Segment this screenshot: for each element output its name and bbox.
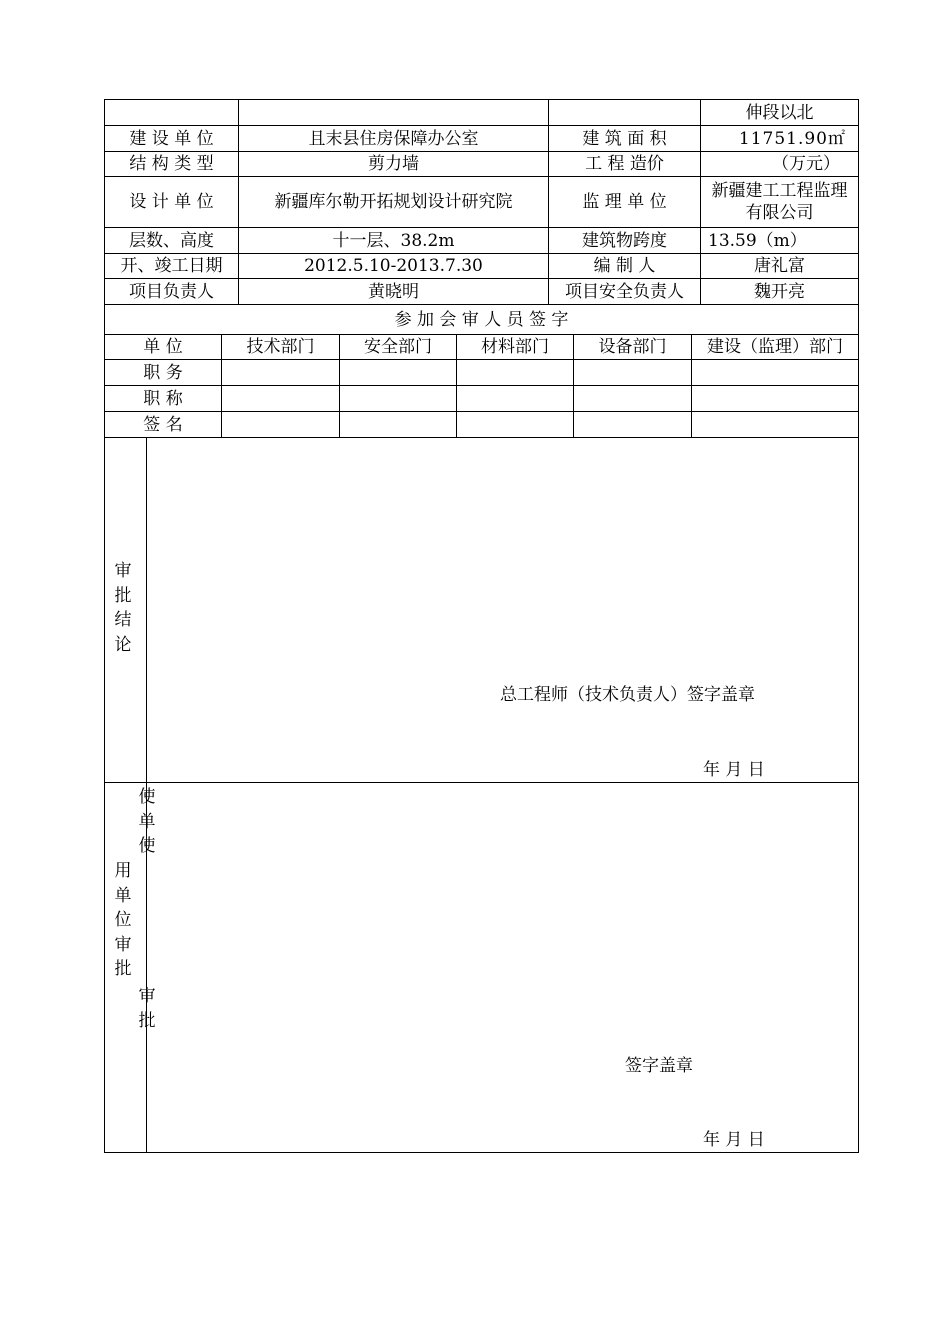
user-unit-label-char: 批 [138,1010,156,1031]
construction-unit-value: 且末县住房保障办公室 [308,128,479,149]
construction-unit-label: 建 设 单 位 [129,128,214,149]
user-unit-label [113,859,133,982]
compiler-value: 唐礼富 [754,256,805,276]
supervision-unit-label: 监 理 单 位 [582,192,667,212]
reviewer-field[interactable] [692,386,858,411]
user-unit-label-char: 单 [138,811,156,832]
reviewers-header-tech: 技术部门 [246,337,315,357]
user-unit-label-char: 位 [114,910,132,930]
reviewer-field[interactable] [457,412,573,437]
reviewers-title: 参 加 会 审 人 员 签 字 [394,309,569,330]
approval-label-char: 批 [114,585,132,606]
user-unit-date-label: 年 月 日 [703,1130,765,1150]
user-unit-label-char: 审 [114,934,132,955]
design-unit-label: 设 计 单 位 [129,192,214,212]
project-manager-value: 黄晓明 [368,281,419,302]
project-cost-value: （万元） [772,154,840,174]
reviewers-header-safety: 安全部门 [364,337,432,357]
structure-type-label: 结 构 类 型 [129,154,214,174]
reviewer-field[interactable] [574,360,691,385]
building-span-label: 建筑物跨度 [582,230,667,251]
floors-height-label: 层数、高度 [129,230,214,251]
approval-label-char: 审 [114,561,132,581]
reviewer-field[interactable] [340,412,456,437]
building-area-label: 建 筑 面 积 [582,128,667,149]
user-unit-label-char: 单 [114,885,132,906]
user-unit-content-area[interactable] [160,786,856,1046]
info-label-left [105,100,238,125]
approval-content-area[interactable] [148,440,856,680]
user-unit-label-char: 使 [138,787,156,807]
reviewer-field[interactable] [692,412,858,437]
reviewers-row-signature: 签 名 [143,414,183,435]
reviewer-field[interactable] [340,360,456,385]
compiler-label: 编 制 人 [593,256,656,276]
user-unit-label-bottom [137,984,157,1033]
building-span-value: 13.59（m） [708,230,807,251]
start-end-date-value: 2012.5.10-2013.7.30 [304,256,483,276]
user-unit-label-char: 审 [138,986,156,1006]
approval-label [113,559,133,657]
info-value-right: 伸段以北 [745,102,814,123]
user-unit-label-char: 批 [114,959,132,979]
project-manager-label: 项目负责人 [129,281,214,302]
chief-engineer-signature-label: 总工程师（技术负责人）签字盖章 [500,685,755,705]
table-border-right [858,99,859,1153]
reviewers-row-position: 职 务 [143,362,183,383]
reviewer-field[interactable] [574,412,691,437]
reviewers-header-equipment: 设备部门 [598,337,667,357]
reviewer-field[interactable] [222,412,339,437]
user-unit-label-char: 使 [138,836,156,856]
info-label-right [549,100,700,125]
user-unit-signature-label: 签字盖章 [625,1056,693,1076]
reviewers-header-unit: 单 位 [143,337,183,357]
reviewers-row-title: 职 称 [143,388,183,409]
project-cost-label: 工 程 造价 [585,154,664,174]
reviewer-field[interactable] [574,386,691,411]
start-end-date-label: 开、竣工日期 [120,256,223,276]
reviewer-field[interactable] [222,386,339,411]
reviewers-header-materials: 材料部门 [481,337,549,357]
user-unit-label-top [137,785,157,859]
reviewer-field[interactable] [692,360,858,385]
user-unit-label-char: 用 [114,861,132,881]
design-unit-value: 新疆库尔勒开拓规划设计研究院 [274,192,513,212]
table-border-bottom [104,1152,859,1153]
safety-manager-value: 魏开亮 [754,281,805,302]
row-divider [104,782,859,783]
reviewers-header-construction: 建设（监理）部门 [707,337,843,357]
approval-label-char: 论 [114,634,132,655]
reviewer-field[interactable] [457,386,573,411]
approval-label-char: 结 [114,610,132,630]
reviewer-field[interactable] [222,360,339,385]
safety-manager-label: 项目安全负责人 [565,281,684,302]
approval-date-label: 年 月 日 [703,760,765,780]
info-value-left [239,100,548,125]
row-divider [104,437,859,438]
supervision-unit-value: 新疆建工工程监理有限公司 [711,181,848,223]
building-area-value: 11751.90㎡ [738,128,846,149]
reviewer-field[interactable] [340,386,456,411]
reviewer-field[interactable] [457,360,573,385]
structure-type-value: 剪力墙 [368,154,419,174]
floors-height-value: 十一层、38.2m [332,230,455,251]
